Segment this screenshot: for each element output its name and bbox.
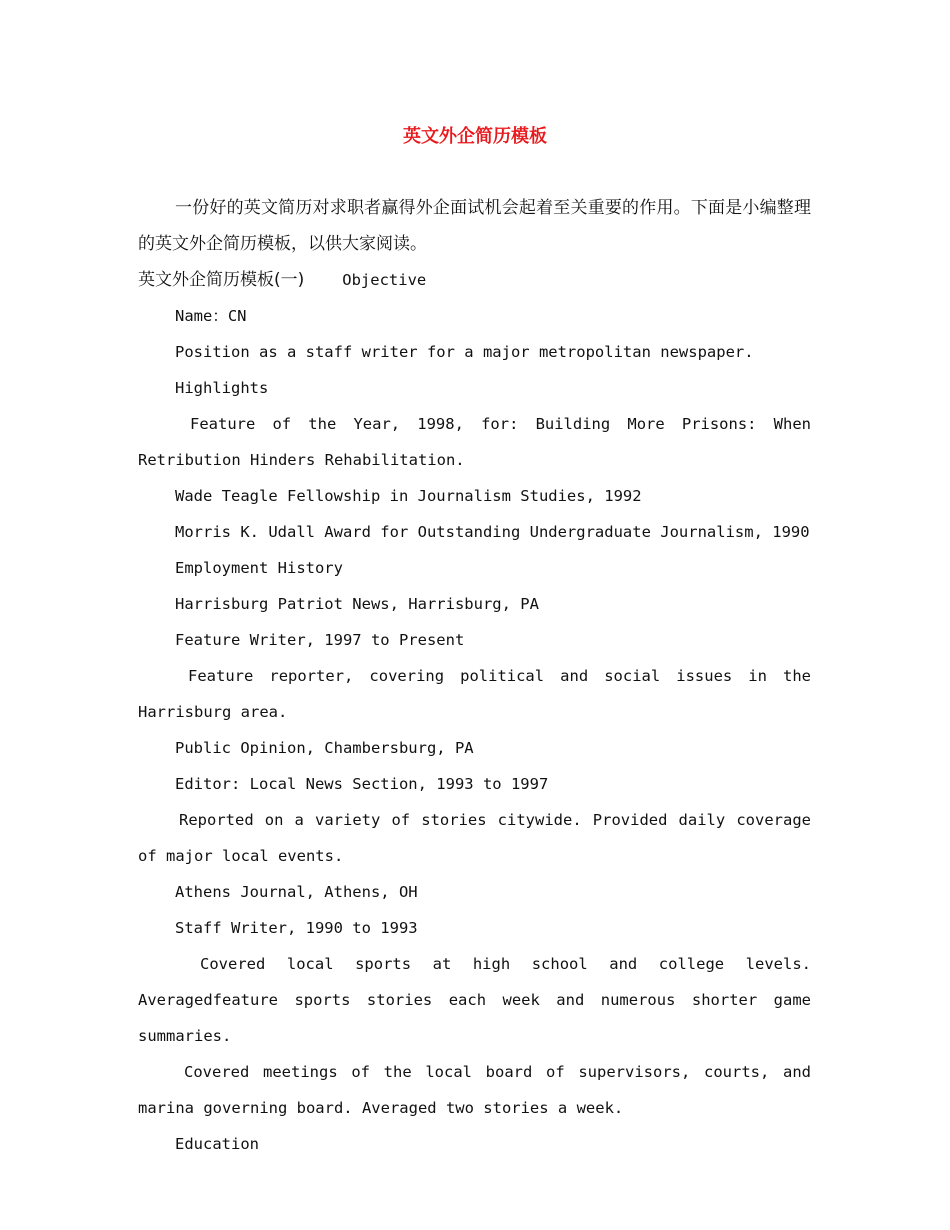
- document-title: 英文外企简历模板: [403, 126, 547, 147]
- intro-paragraph: 一份好的英文简历对求职者赢得外企面试机会起着至关重要的作用。下面是小编整理的英文外企简历模板，以供大家阅读。: [138, 198, 811, 254]
- resume-line: Feature reporter, covering political and social issues in the Harrisburg area.: [138, 667, 811, 721]
- resume-line: Covered local sports at high school and college levels. Averagedfeature sports stories each week and numerous shorter game summaries.: [138, 955, 811, 1045]
- resume-line: Education: [175, 1135, 259, 1153]
- resume-line: Editor: Local News Section, 1993 to 1997: [175, 775, 549, 793]
- section-label: 英文外企简历模板(一): [138, 270, 305, 290]
- resume-line: Highlights: [175, 379, 269, 397]
- resume-line: Staff Writer, 1990 to 1993: [175, 919, 418, 937]
- resume-line: Wade Teagle Fellowship in Journalism Studies, 1992: [175, 487, 642, 505]
- resume-line: Feature Writer, 1997 to Present: [175, 631, 465, 649]
- document-body: [138, 190, 811, 1162]
- resume-line: Employment History: [175, 559, 343, 577]
- resume-line: Feature of the Year, 1998, for: Building More Prisons: When Retribution Hinders Rehabilitation.: [138, 415, 811, 469]
- resume-line: Position as a staff writer for a major metropolitan newspaper.: [175, 343, 754, 361]
- resume-line: Public Opinion, Chambersburg, PA: [175, 739, 474, 757]
- resume-line: Athens Journal, Athens, OH: [175, 883, 418, 901]
- section-heading-line: [138, 262, 811, 298]
- resume-line: Harrisburg Patriot News, Harrisburg, PA: [175, 595, 539, 613]
- resume-line: Name：CN: [175, 307, 247, 325]
- resume-line: Reported on a variety of stories citywide. Provided daily coverage of major local events.: [138, 811, 811, 865]
- resume-line: Morris K. Udall Award for Outstanding Undergraduate Journalism, 1990: [175, 523, 810, 541]
- objective-label: Objective: [342, 271, 427, 289]
- resume-line: Covered meetings of the local board of supervisors, courts, and marina governing board. Averaged two stories a week.: [138, 1063, 811, 1117]
